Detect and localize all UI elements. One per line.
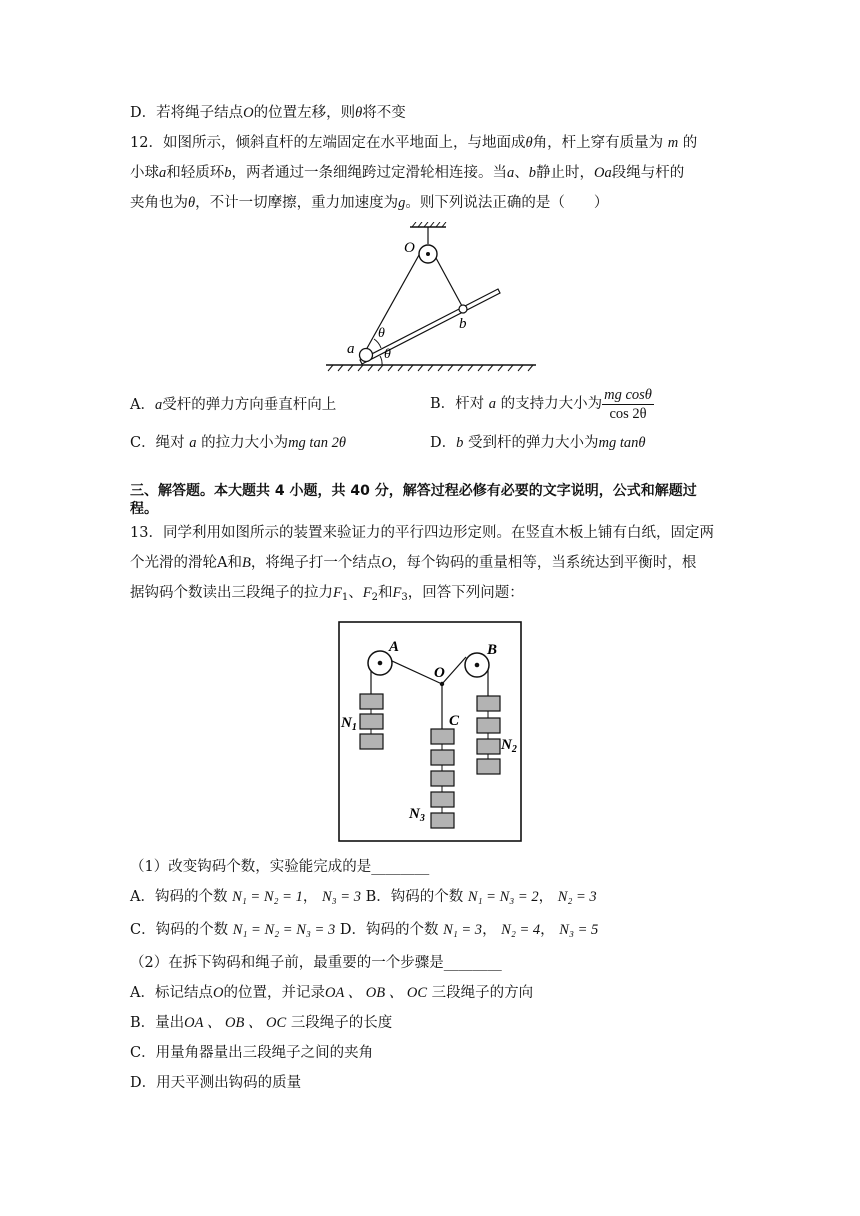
q13-part-1-options-ab: A．钩码的个数 N₁ = N₂ = 1， N₃ = 3 B．钩码的个数 N₁ = N₃ = 2， N₂ = 3 bbox=[130, 889, 597, 905]
label-N3: $N_3$ bbox=[409, 806, 425, 824]
q12-option-a: A．a受杆的弹力方向垂直杆向上 bbox=[130, 397, 337, 413]
label-A: A bbox=[389, 639, 400, 655]
q12-option-b: B．杆对 a 的支持力大小为 $\frac{\text{mg cosθ}}{\cos 2\theta}$ bbox=[430, 386, 652, 422]
q13-figure-force-board bbox=[338, 621, 522, 843]
q13-stem-line-3: 据钩码个数读出三段绳子的拉力$F_1$、$F_2$和$F_3$，回答下列问题： bbox=[130, 585, 524, 603]
q13-part-2-prompt: （2）在拆下钩码和绳子前，最重要的一个步骤是________ bbox=[130, 955, 502, 971]
label-N1: $N_1$ bbox=[341, 715, 357, 733]
label-C: C bbox=[449, 713, 460, 729]
q13-stem-line-1: 13．同学利用如图所示的装置来验证力的平行四边形定则。在竖直木板上铺有白纸，固定两 bbox=[130, 525, 714, 541]
q13-part-1-options-cd: C．钩码的个数 N₁ = N₂ = N₃ = 3 D．钩码的个数 N₁ = 3， N₂ = 4， N₃ = 5 bbox=[130, 922, 599, 938]
q12-option-c: C．绳对 a 的拉力大小为mg tan 2θ bbox=[130, 435, 346, 451]
q12-stem-line-2: 小球a和轻质环b，两者通过一条细绳跨过定滑轮相连接。当a、b静止时，Oa段绳与杆的 bbox=[130, 165, 685, 181]
q11-option-d: D．若将绳子结点O的位置左移，则θ将不变 bbox=[130, 105, 406, 121]
q13-part-2-option-b: B．量出OA 、 OB 、 OC 三段绳子的长度 bbox=[130, 1015, 393, 1031]
q13-stem-line-2: 个光滑的滑轮A和B，将绳子打一个结点O，每个钩码的重量相等，当系统达到平衡时，根 bbox=[130, 555, 697, 571]
q13-part-2-option-d: D．用天平测出钩码的质量 bbox=[130, 1075, 302, 1091]
label-b: b bbox=[459, 316, 467, 332]
section-3-heading-cont: 程。 bbox=[130, 501, 158, 517]
label-B: B bbox=[487, 642, 498, 658]
q12-figure-incline-pulley bbox=[318, 222, 540, 374]
weights-N3 bbox=[431, 729, 454, 828]
q13-part-2-option-c: C．用量角器量出三段绳子之间的夹角 bbox=[130, 1045, 374, 1061]
label-a: a bbox=[347, 341, 355, 357]
label-O: O bbox=[404, 240, 415, 256]
label-theta-ground: θ bbox=[384, 347, 391, 362]
q12-stem-line-3: 夹角也为θ，不计一切摩擦，重力加速度为g。则下列说法正确的是（ ） bbox=[130, 195, 609, 211]
q13-part-2-option-a: A．标记结点O的位置，并记录OA 、 OB 、 OC 三段绳子的方向 bbox=[130, 985, 534, 1001]
ball-a bbox=[360, 349, 373, 362]
q12-option-d: D．b 受到杆的弹力大小为mg tanθ bbox=[430, 435, 646, 451]
label-O: O bbox=[434, 665, 445, 681]
fraction-mgcos-over-cos2theta: $\frac{\text{mg cosθ}}{\cos 2\theta}$ bbox=[604, 386, 652, 422]
q12-stem-line-1: 12．如图所示，倾斜直杆的左端固定在水平地面上，与地面成θ角，杆上穿有质量为 m 的 bbox=[130, 135, 698, 151]
label-theta-rope: θ bbox=[378, 326, 385, 341]
weights-N1 bbox=[360, 694, 383, 749]
section-3-heading: 三、解答题。本大题共 4 小题，共 40 分，解答过程必修有必要的文字说明，公式和解题过 bbox=[130, 483, 697, 499]
label-N2: $N_2$ bbox=[501, 737, 517, 755]
knot-O bbox=[440, 682, 444, 686]
ring-b bbox=[459, 305, 467, 313]
q13-part-1-prompt: （1）改变钩码个数，实验能完成的是________ bbox=[130, 859, 430, 875]
